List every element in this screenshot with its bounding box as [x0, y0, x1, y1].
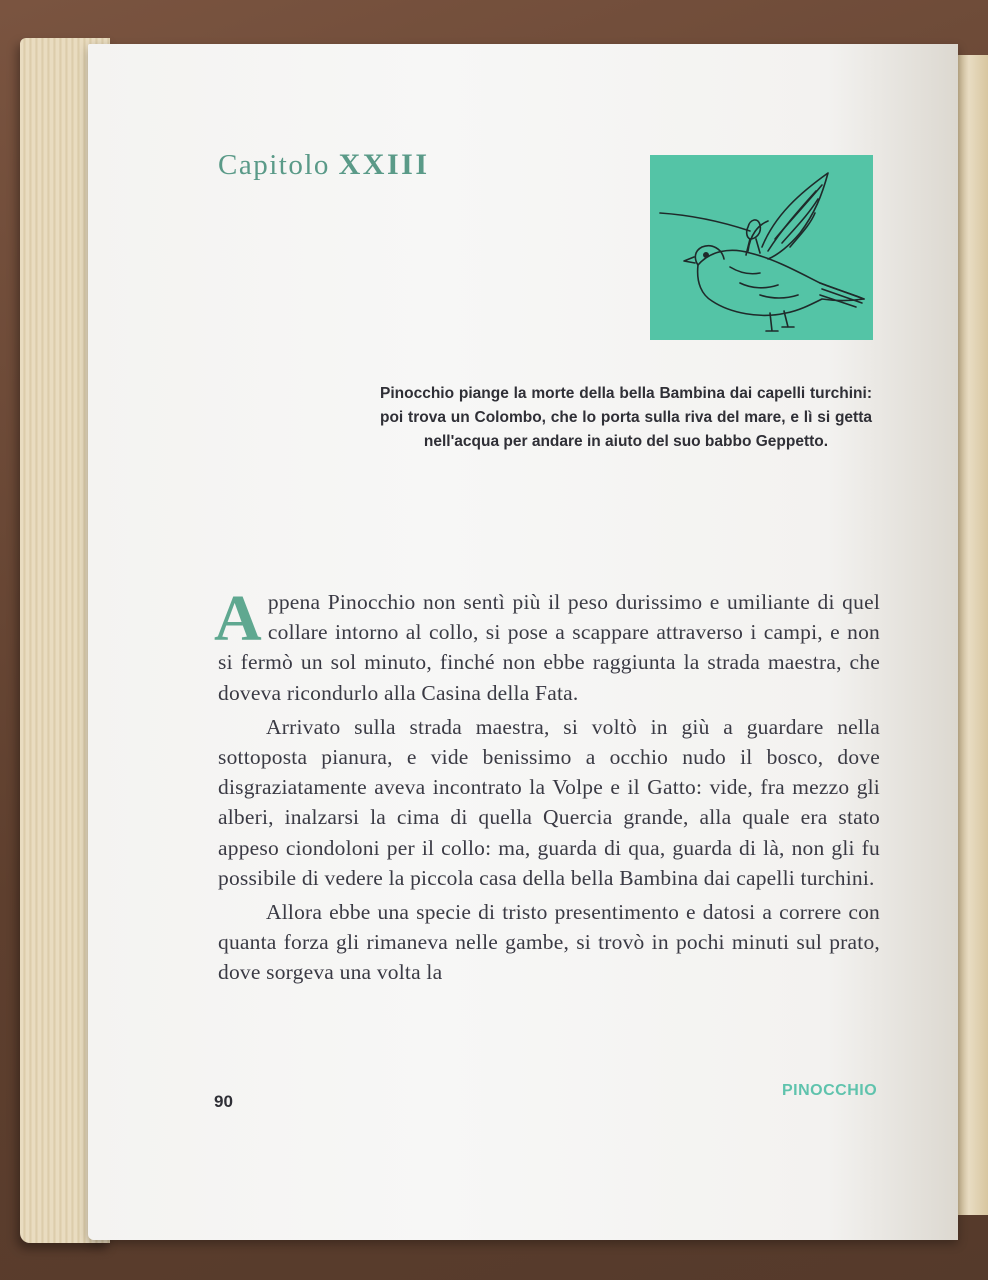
paragraph-1-text: ppena Pinocchio non sentì più il peso durissimo e umiliante di quel collare intorno al collo, si pose a scappare attraverso i campi, e non si fermò un sol minuto, finché non ebbe raggiunta la strada maestra, che doveva ricondurlo alla Casina della Fata.	[218, 590, 880, 705]
page-number: 90	[214, 1092, 233, 1111]
body-paragraph-1	[214, 582, 880, 708]
chapter-body	[214, 582, 880, 988]
chapter-prefix: Capitolo	[218, 149, 330, 181]
drop-cap: A	[214, 582, 262, 655]
chapter-number: XXIII	[338, 148, 430, 181]
chapter-summary-caption: Pinocchio piange la morte della bella Bambina dai capelli turchini: poi trova un Colombo, che lo porta sulla riva del mare, e lì si getta nell'acqua per andare in aiuto del suo babbo Geppetto.	[380, 385, 872, 450]
chapter-title	[218, 148, 430, 182]
dove-carrying-pinocchio-icon	[650, 155, 873, 340]
facing-page-edge	[956, 55, 988, 1215]
chapter-illustration	[650, 155, 873, 340]
body-paragraph-2: Arrivato sulla strada maestra, si voltò in giù a guardare nella sottoposta pianura, e vide benissimo a occhio nudo il bosco, dove disgraziatamente aveva incontrato la Volpe e il Gatto: vide, fra mezzo gli alberi, inalzarsi la cima di quella Quercia grande, alla quale era stato appeso ciondoloni per il collo: ma, guarda di qua, guarda di là, non gli fu possibile di vedere la piccola casa della bella Bambina dai capelli turchini.	[218, 714, 880, 890]
body-paragraph-3: Allora ebbe una specie di tristo presentimento e datosi a correre con quanta forza gli rimaneva nelle gambe, si trovò in pochi minuti sul prato, dove sorgeva una volta la	[218, 900, 880, 985]
running-footer-title: PINOCCHIO	[782, 1082, 878, 1099]
